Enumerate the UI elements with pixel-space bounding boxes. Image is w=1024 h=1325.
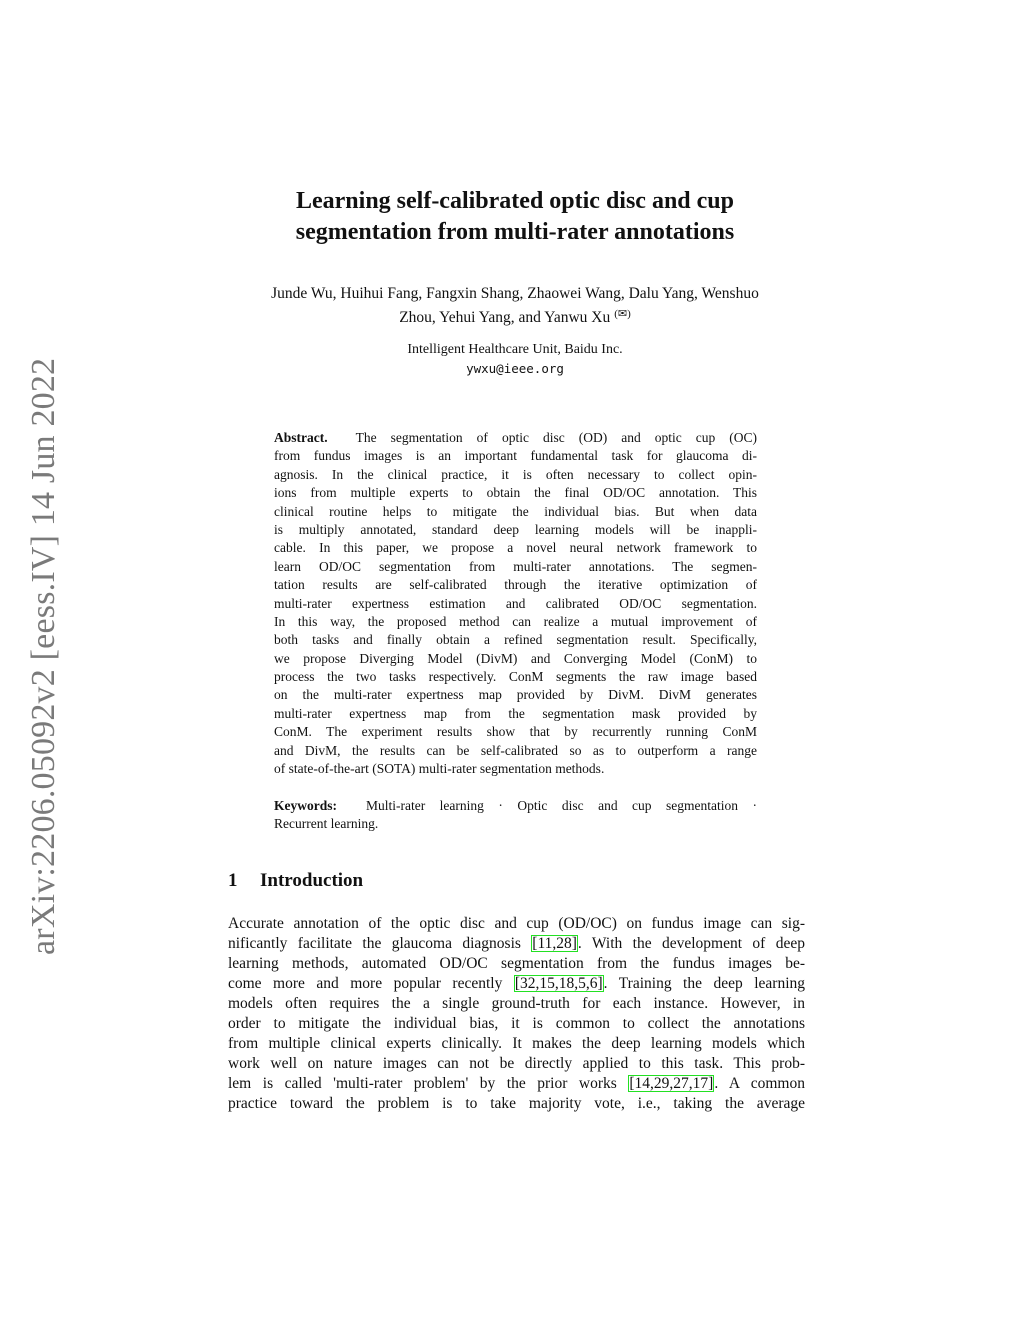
body-line: practice toward the problem is to take majority vote, i.e., taking the average: [228, 1095, 805, 1112]
body-line: nificantly facilitate the glaucoma diagnosis [11,28]. With the development of deep: [228, 935, 805, 952]
keywords-line: Recurrent learning.: [274, 816, 379, 832]
author-list: [190, 284, 840, 328]
abstract-line: both tasks and finally obtain a refined segmentation result. Specifically,: [274, 632, 757, 648]
abstract-label: Abstract.: [274, 430, 328, 445]
section-number: 1: [228, 870, 238, 891]
abstract-line: cable. In this paper, we propose a novel neural network framework to: [274, 540, 757, 556]
affiliation: [190, 340, 840, 378]
authors-line-2: [190, 304, 840, 328]
abstract-line: we propose Diverging Model (DivM) and Converging Model (ConM) to: [274, 650, 757, 666]
abstract-line: and DivM, the results can be self-calibrated so as to outperform a range: [274, 742, 757, 758]
institution: Intelligent Healthcare Unit, Baidu Inc.: [407, 342, 623, 357]
abstract-line: process the two tasks respectively. ConM segments the raw image based: [274, 669, 757, 685]
abstract-line: In this way, the proposed method can realize a mutual improvement of: [274, 613, 757, 629]
paper-title: [190, 186, 840, 248]
abstract-line: multi-rater expertness estimation and calibrated OD/OC segmentation.: [274, 595, 757, 611]
introduction-body: [228, 914, 805, 1114]
title-line-1: Learning self-calibrated optic disc and cup: [295, 188, 734, 214]
envelope-icon: (✉): [614, 308, 631, 320]
abstract-line: on the multi-rater expertness map provided by DivM. DivM generates: [274, 687, 757, 703]
citation-link[interactable]: [14,29,27,17]: [629, 1075, 714, 1092]
abstract-line: is multiply annotated, standard deep learning models will be inappli-: [274, 521, 757, 537]
abstract: [274, 429, 757, 778]
title-line-2: segmentation from multi-rater annotations: [295, 219, 735, 245]
abstract-line: tation results are self-calibrated through the iterative optimization of: [274, 577, 757, 593]
abstract-line: learn OD/OC segmentation from multi-rater annotations. The segmen-: [274, 558, 757, 574]
keywords: [274, 797, 757, 834]
authors-line-1: Junde Wu, Huihui Fang, Fangxin Shang, Zhaowei Wang, Dalu Yang, Wenshuo: [271, 285, 759, 302]
keywords-label: Keywords:: [274, 798, 337, 813]
body-line: work well on nature images can not be directly applied to this task. This prob-: [228, 1055, 805, 1072]
section-title: Introduction: [260, 870, 364, 891]
email-address[interactable]: ywxu@ieee.org: [466, 361, 564, 376]
body-line: models often requires the a single ground-truth for each instance. However, in: [228, 995, 805, 1012]
section-heading: [228, 868, 363, 894]
abstract-line: of state-of-the-art (SOTA) multi-rater segmentation methods.: [274, 761, 605, 777]
keywords-line: Keywords: Multi-rater learning · Optic disc and cup segmentation ·: [274, 798, 757, 813]
abstract-line: from fundus images is an important fundamental task for glaucoma di-: [274, 448, 757, 464]
abstract-line: clinical routine helps to mitigate the individual bias. But when data: [274, 503, 757, 519]
body-line: from multiple clinical experts clinically. It makes the deep learning models which: [228, 1035, 805, 1052]
abstract-line: ions from multiple experts to obtain the final OD/OC annotation. This: [274, 485, 757, 501]
body-line: lem is called 'multi-rater problem' by the prior works [14,29,27,17]. A common: [228, 1075, 805, 1092]
body-line: learning methods, automated OD/OC segmentation from the fundus images be-: [228, 955, 805, 972]
body-line: Accurate annotation of the optic disc and cup (OD/OC) on fundus image can sig-: [228, 915, 805, 932]
citation-link[interactable]: [11,28]: [532, 935, 577, 952]
authors-line-2-text: Zhou, Yehui Yang, and Yanwu Xu: [399, 309, 611, 326]
abstract-line: agnosis. In the clinical practice, it is often necessary to collect opin-: [274, 466, 757, 482]
body-line: come more and more popular recently [32,15,18,5,6]. Training the deep learning: [228, 975, 806, 992]
citation-link[interactable]: [32,15,18,5,6]: [514, 975, 603, 992]
abstract-line: multi-rater expertness map from the segmentation mask provided by: [274, 705, 757, 721]
body-line: order to mitigate the individual bias, it is common to collect the annotations: [228, 1015, 805, 1032]
abstract-line: Abstract. The segmentation of optic disc (OD) and optic cup (OC): [274, 430, 758, 445]
arxiv-identifier-stamp: arXiv:2206.05092v2 [eess.IV] 14 Jun 2022: [25, 357, 62, 955]
abstract-line: ConM. The experiment results show that by recurrently running ConM: [274, 724, 757, 740]
